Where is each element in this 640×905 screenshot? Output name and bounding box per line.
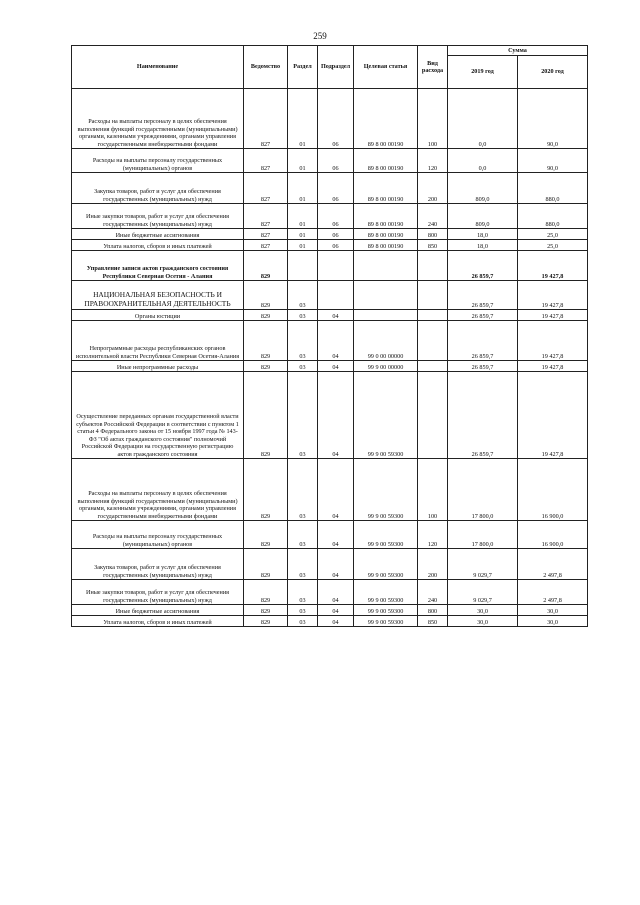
row-ministry: 827 — [244, 173, 288, 204]
row-section: 03 — [288, 372, 318, 459]
header-year-2019: 2019 год — [448, 56, 518, 89]
row-amount-2020: 25,0 — [518, 229, 588, 240]
row-ministry: 829 — [244, 361, 288, 372]
row-subsection: 06 — [318, 229, 354, 240]
row-amount-2019: 9 029,7 — [448, 549, 518, 580]
row-ministry: 829 — [244, 521, 288, 549]
row-section: 03 — [288, 281, 318, 310]
row-amount-2020: 16 900,0 — [518, 521, 588, 549]
row-expense-type — [418, 321, 448, 361]
table-row — [72, 605, 588, 616]
row-ministry: 829 — [244, 321, 288, 361]
page-number: 259 — [313, 31, 327, 41]
row-ministry: 829 — [244, 251, 288, 281]
row-section: 03 — [288, 616, 318, 627]
row-name: Расходы на выплаты персоналу государственных (муниципальных) органов — [72, 149, 244, 173]
row-ministry: 827 — [244, 149, 288, 173]
row-name: Осуществление переданных органам государственной власти субъектов Российской Федерации в соответствии с пунктом 1 статьи 4 Федерального закона от 15 ноября 1997 года № 143-ФЗ "Об актах гражданского состояния" полномочий Российской Федерации на государственную регистрацию актов гражданского состояния — [72, 372, 244, 459]
row-section: 03 — [288, 549, 318, 580]
row-amount-2020: 19 427,8 — [518, 321, 588, 361]
row-name: Иные бюджетные ассигнования — [72, 605, 244, 616]
row-amount-2019: 809,0 — [448, 173, 518, 204]
row-amount-2019: 9 029,7 — [448, 580, 518, 605]
row-subsection: 04 — [318, 310, 354, 321]
row-subsection: 06 — [318, 149, 354, 173]
header-subsection: Подраздел — [318, 46, 354, 89]
row-name: Иные бюджетные ассигнования — [72, 229, 244, 240]
row-target: 99 9 00 59300 — [354, 605, 418, 616]
row-target: 99 9 00 59300 — [354, 372, 418, 459]
row-ministry: 829 — [244, 605, 288, 616]
row-name: НАЦИОНАЛЬНАЯ БЕЗОПАСНОСТЬ И ПРАВООХРАНИТЕЛЬНАЯ ДЕЯТЕЛЬНОСТЬ — [72, 281, 244, 310]
row-subsection: 04 — [318, 605, 354, 616]
row-section: 01 — [288, 240, 318, 251]
row-ministry: 827 — [244, 89, 288, 149]
row-expense-type: 200 — [418, 549, 448, 580]
row-target: 99 9 00 59300 — [354, 521, 418, 549]
table-row — [72, 204, 588, 229]
header-name: Наименование — [72, 46, 244, 89]
row-amount-2019: 30,0 — [448, 605, 518, 616]
row-subsection: 04 — [318, 361, 354, 372]
table-row — [72, 321, 588, 361]
row-name: Иные закупки товаров, работ и услуг для обеспечения государственных (муниципальных) нужд — [72, 580, 244, 605]
row-amount-2020: 2 497,8 — [518, 549, 588, 580]
row-name: Расходы на выплаты персоналу государственных (муниципальных) органов — [72, 521, 244, 549]
row-expense-type: 100 — [418, 459, 448, 521]
row-ministry: 829 — [244, 459, 288, 521]
row-amount-2019: 809,0 — [448, 204, 518, 229]
row-ministry: 829 — [244, 372, 288, 459]
header-expense-type: Вид расхода — [418, 46, 448, 89]
row-amount-2019: 26 859,7 — [448, 361, 518, 372]
row-target: 99 9 00 59300 — [354, 459, 418, 521]
row-section: 03 — [288, 605, 318, 616]
table-row — [72, 89, 588, 149]
row-ministry: 827 — [244, 229, 288, 240]
header-ministry: Ведомство — [244, 46, 288, 89]
row-subsection: 06 — [318, 204, 354, 229]
row-ministry: 829 — [244, 580, 288, 605]
table-row — [72, 281, 588, 310]
row-section: 03 — [288, 310, 318, 321]
row-section: 01 — [288, 204, 318, 229]
row-section: 01 — [288, 149, 318, 173]
row-amount-2020: 90,0 — [518, 89, 588, 149]
table-row — [72, 310, 588, 321]
row-section: 03 — [288, 361, 318, 372]
row-expense-type — [418, 251, 448, 281]
table-row — [72, 251, 588, 281]
row-target: 99 0 00 00000 — [354, 321, 418, 361]
row-expense-type: 120 — [418, 521, 448, 549]
table-row — [72, 580, 588, 605]
row-amount-2019: 0,0 — [448, 149, 518, 173]
row-target: 99 9 00 59300 — [354, 549, 418, 580]
header-section: Раздел — [288, 46, 318, 89]
row-name: Иные закупки товаров, работ и услуг для обеспечения государственных (муниципальных) нужд — [72, 204, 244, 229]
row-target: 99 9 00 00000 — [354, 361, 418, 372]
row-section: 03 — [288, 580, 318, 605]
row-name: Уплата налогов, сборов и иных платежей — [72, 616, 244, 627]
row-section — [288, 251, 318, 281]
row-subsection: 06 — [318, 240, 354, 251]
row-amount-2020: 2 497,8 — [518, 580, 588, 605]
row-expense-type: 800 — [418, 605, 448, 616]
row-target: 99 9 00 59300 — [354, 616, 418, 627]
row-subsection: 04 — [318, 372, 354, 459]
row-target: 89 8 00 00190 — [354, 173, 418, 204]
row-amount-2020: 30,0 — [518, 605, 588, 616]
row-target: 89 8 00 00190 — [354, 204, 418, 229]
table-row — [72, 549, 588, 580]
row-subsection — [318, 281, 354, 310]
row-amount-2020: 30,0 — [518, 616, 588, 627]
row-name: Расходы на выплаты персоналу в целях обеспечения выполнения функций государственными (муниципальными) органами, казенными учреждениями, органами управления государственными внебюджетными фондами — [72, 459, 244, 521]
table-row — [72, 149, 588, 173]
row-amount-2019: 30,0 — [448, 616, 518, 627]
row-name: Иные непрограммные расходы — [72, 361, 244, 372]
row-target: 89 8 00 00190 — [354, 89, 418, 149]
row-subsection: 04 — [318, 321, 354, 361]
row-name: Непрограммные расходы республиканских органов исполнительной власти Республики Северная Осетия-Алания — [72, 321, 244, 361]
row-amount-2020: 90,0 — [518, 149, 588, 173]
row-subsection: 04 — [318, 549, 354, 580]
row-amount-2019: 26 859,7 — [448, 251, 518, 281]
row-amount-2019: 18,0 — [448, 240, 518, 251]
row-expense-type: 240 — [418, 204, 448, 229]
row-amount-2019: 26 859,7 — [448, 281, 518, 310]
row-ministry: 827 — [244, 204, 288, 229]
row-expense-type — [418, 361, 448, 372]
table-row — [72, 361, 588, 372]
row-amount-2020: 16 900,0 — [518, 459, 588, 521]
row-expense-type: 850 — [418, 616, 448, 627]
row-amount-2020: 19 427,8 — [518, 251, 588, 281]
row-subsection — [318, 251, 354, 281]
table-row — [72, 521, 588, 549]
budget-table — [71, 45, 588, 627]
table-row — [72, 229, 588, 240]
row-amount-2020: 25,0 — [518, 240, 588, 251]
row-subsection: 04 — [318, 521, 354, 549]
table-row — [72, 173, 588, 204]
row-name: Закупка товаров, работ и услуг для обеспечения государственных (муниципальных) нужд — [72, 549, 244, 580]
row-ministry: 829 — [244, 281, 288, 310]
row-subsection: 04 — [318, 580, 354, 605]
row-section: 01 — [288, 89, 318, 149]
row-expense-type: 800 — [418, 229, 448, 240]
row-expense-type: 100 — [418, 89, 448, 149]
row-expense-type — [418, 310, 448, 321]
row-ministry: 827 — [244, 240, 288, 251]
table-body — [72, 89, 588, 627]
header-amount: Сумма — [448, 46, 588, 56]
table-row — [72, 372, 588, 459]
row-name: Органы юстиции — [72, 310, 244, 321]
row-subsection: 04 — [318, 616, 354, 627]
header-year-2020: 2020 год — [518, 56, 588, 89]
row-target — [354, 251, 418, 281]
row-ministry: 829 — [244, 549, 288, 580]
row-ministry: 829 — [244, 310, 288, 321]
row-amount-2020: 19 427,8 — [518, 310, 588, 321]
row-target: 99 9 00 59300 — [354, 580, 418, 605]
row-subsection: 06 — [318, 89, 354, 149]
row-section: 03 — [288, 459, 318, 521]
row-expense-type: 120 — [418, 149, 448, 173]
row-amount-2019: 26 859,7 — [448, 310, 518, 321]
row-section: 03 — [288, 321, 318, 361]
row-subsection: 04 — [318, 459, 354, 521]
row-name: Уплата налогов, сборов и иных платежей — [72, 240, 244, 251]
row-subsection: 06 — [318, 173, 354, 204]
row-amount-2019: 18,0 — [448, 229, 518, 240]
row-amount-2020: 19 427,8 — [518, 361, 588, 372]
row-amount-2020: 880,0 — [518, 173, 588, 204]
row-expense-type: 240 — [418, 580, 448, 605]
row-target: 89 8 00 00190 — [354, 149, 418, 173]
row-expense-type — [418, 372, 448, 459]
row-amount-2019: 17 800,0 — [448, 521, 518, 549]
row-expense-type: 850 — [418, 240, 448, 251]
row-name: Закупка товаров, работ и услуг для обеспечения государственных (муниципальных) нужд — [72, 173, 244, 204]
row-amount-2020: 19 427,8 — [518, 281, 588, 310]
row-amount-2019: 17 800,0 — [448, 459, 518, 521]
row-amount-2019: 26 859,7 — [448, 372, 518, 459]
row-expense-type: 200 — [418, 173, 448, 204]
row-target: 89 8 00 00190 — [354, 229, 418, 240]
table-row — [72, 240, 588, 251]
row-amount-2020: 880,0 — [518, 204, 588, 229]
row-section: 01 — [288, 229, 318, 240]
row-expense-type — [418, 281, 448, 310]
header-target: Целевая статья — [354, 46, 418, 89]
row-target — [354, 310, 418, 321]
row-name: Управление записи актов гражданского состояния Республики Северная Осетия - Алания — [72, 251, 244, 281]
row-name: Расходы на выплаты персоналу в целях обеспечения выполнения функций государственными (муниципальными) органами, казенными учреждениями, органами управления государственными внебюджетными фондами — [72, 89, 244, 149]
row-section: 01 — [288, 173, 318, 204]
row-amount-2019: 26 859,7 — [448, 321, 518, 361]
row-ministry: 829 — [244, 616, 288, 627]
row-amount-2019: 0,0 — [448, 89, 518, 149]
table-row — [72, 616, 588, 627]
row-section: 03 — [288, 521, 318, 549]
row-target: 89 8 00 00190 — [354, 240, 418, 251]
row-target — [354, 281, 418, 310]
table-row — [72, 459, 588, 521]
row-amount-2020: 19 427,8 — [518, 372, 588, 459]
